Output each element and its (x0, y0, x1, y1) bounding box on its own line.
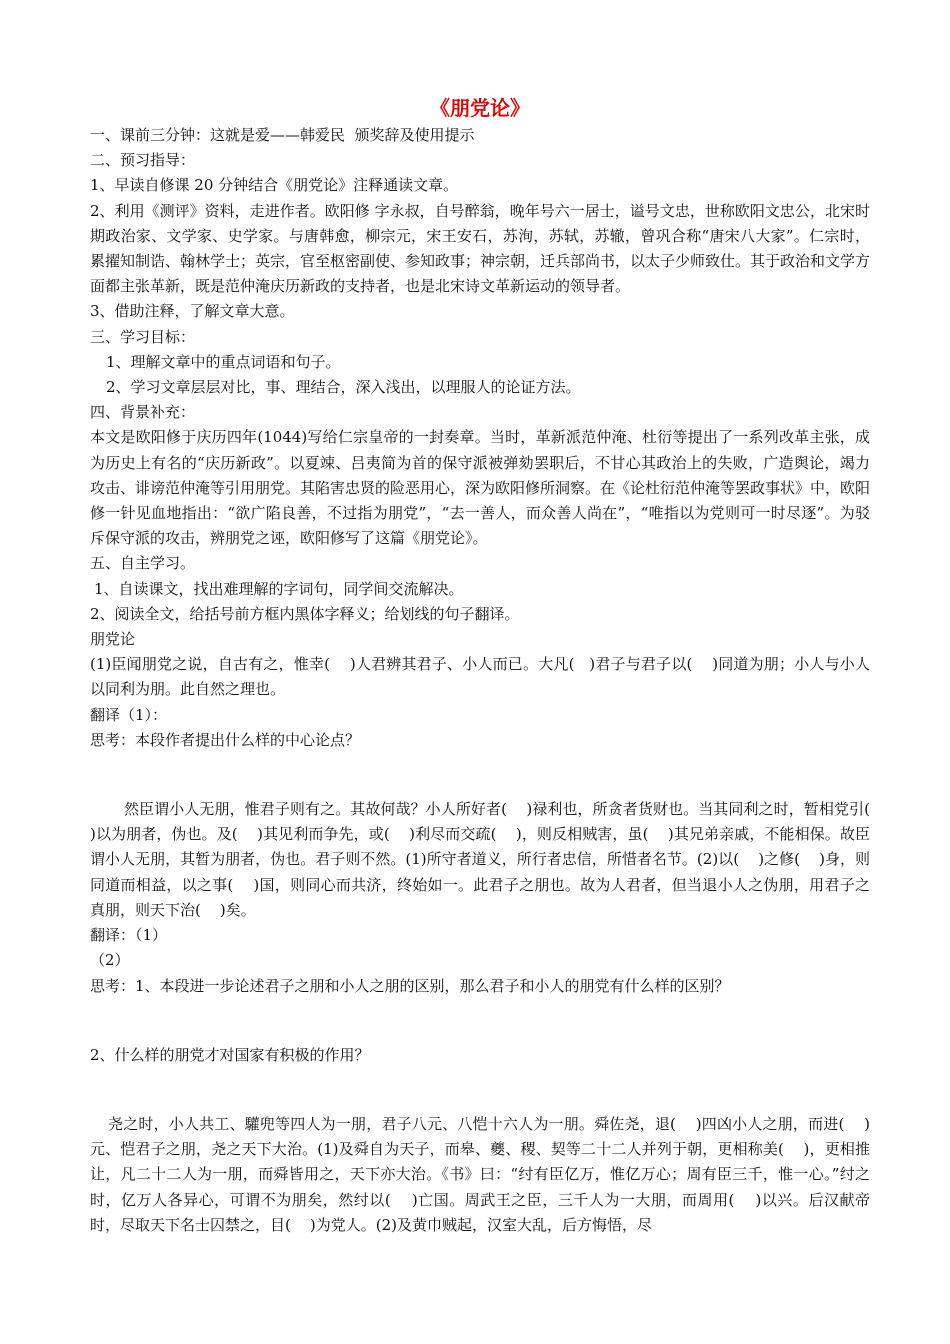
section-self-study-heading: 五、自主学习。 (90, 554, 196, 573)
preview-item-2-author: 2、利用《测评》资料，走进作者。欧阳修 字永叔，自号醉翁，晚年号六一居士，谥号文忠，世称欧阳文忠公，北宋时期政治家、文学家、史学家。与唐韩愈，柳宗元，宋王安石，苏洵，苏轼，苏辙，曾巩合称“唐宋八大家”。仁宗时，累擢知制诰、翰林学士；英宗，官至枢密副使、参知政事；神宗朝，迁兵部尚书，以太子少师致仕。其于政治和文学方面都主张革新，既是范仲淹庆历新政的支持者，也是北宋诗文革新运动的领导者。 (90, 201, 871, 296)
document-title: 《朋党论》 (430, 96, 530, 120)
section-pre-class: 一、课前三分钟：这就是爱——韩爱民 颁奖辞及使用提示 (90, 126, 475, 144)
section-goals-heading: 三、学习目标： (90, 327, 196, 346)
question-2-1: 思考：1、本段进一步论述君子之朋和小人之朋的区别，那么君子和小人的朋党有什么样的区别？ (90, 976, 730, 995)
self-study-item-1: 1、自读课文，找出难理解的字词句，同学间交流解决。 (94, 579, 464, 598)
question-1: 思考：本段作者提出什么样的中心论点？ (90, 730, 361, 749)
translation-2-item-2: （2） (90, 951, 130, 970)
section-background-heading: 四、背景补充： (90, 403, 196, 422)
question-2-2: 2、什么样的朋党才对国家有积极的作用？ (90, 1045, 370, 1064)
document-page (90, 95, 890, 1238)
background-paragraph: 本文是欧阳修于庆历四年(1044)写给仁宗皇帝的一封奏章。当时，革新派范仲淹、杜衍等提出了一系列改革主张，成为历史上有名的“庆历新政”。以夏竦、吕夷简为首的保守派被弹劾罢职后，不甘心其政治上的失败，广造舆论，竭力攻击、诽谤范仲淹等引用朋党。其陷害忠贤的险恶用心，深为欧阳修所洞察。在《论杜衍范仲淹等罢政事状》中，欧阳修一针见血地指出：“欲广陷良善，不过指为朋党”，“去一善人，而众善人尚在”，“唯指以为党则可一时尽逐”。为驳斥保守派的攻击，辨朋党之诬，欧阳修写了这篇《朋党论》。 (90, 428, 871, 548)
text-title: 朋党论 (90, 630, 136, 649)
section-preview-heading: 二、预习指导： (90, 151, 196, 170)
preview-item-3: 3、借助注释，了解文章大意。 (90, 302, 295, 321)
translation-2-label: 翻译：（1） (90, 926, 168, 945)
answer-space (90, 753, 870, 797)
preview-item-1: 1、早读自修课 20 分钟结合《朋党论》注释通读文章。 (90, 176, 459, 195)
text-paragraph-1: (1)臣闻朋党之说，自古有之，惟幸( )人君辨其君子、小人而已。大凡( )君子与君子以( )同道为朋；小人与小人以同利为朋。此自然之理也。 (90, 655, 870, 699)
answer-space (90, 1068, 870, 1112)
answer-space (90, 999, 870, 1043)
self-study-item-2: 2、阅读全文，给括号前方框内黑体字释义；给划线的句子翻译。 (90, 604, 520, 623)
goal-item-2: 2、学习文章层层对比，事、理结合，深入浅出，以理服人的论证方法。 (106, 378, 581, 397)
translation-1-label: 翻译（1）： (90, 705, 168, 724)
text-paragraph-3: 尧之时，小人共工、驩兜等四人为一朋，君子八元、八恺十六人为一朋。舜佐尧，退( )四凶小人之朋，而进( )元、恺君子之朋，尧之天下大治。(1)及舜自为天子，而皋、夔、稷、契等二十二人并列于朝，更相称美( )，更相推让，凡二十二人为一朋，而舜皆用之，天下亦大治。《书》曰：“纣有臣亿万，惟亿万心；周有臣三千，惟一心。”纣之时，亿万人各异心，可谓不为朋矣，然纣以( )亡国。周武王之臣，三千人为一大朋，而周用( )以兴。后汉献帝时，尽取天下名士囚禁之，目( )为党人。(2)及黄巾贼起，汉室大乱，后方悔悟，尽 (90, 1114, 870, 1234)
text-paragraph-2: 然臣谓小人无朋，惟君子则有之。其故何哉？小人所好者( )禄利也，所贪者货财也。当其同利之时，暂相党引( )以为朋者，伪也。及( )其见利而争先，或( )利尽而交疏( )，则反相贼害，虽( )其兄弟亲戚，不能相保。故臣谓小人无朋，其暂为朋者，伪也。君子则不然。(1)所守者道义，所行者忠信，所惜者名节。(2)以( )之修( )身，则同道而相益，以之事( )国，则同心而共济，终始如一。此君子之朋也。故为人君者，但当退小人之伪朋，用君子之真朋，则天下治( )矣。 (90, 800, 890, 919)
goal-item-1: 1、理解文章中的重点词语和句子。 (106, 352, 341, 371)
